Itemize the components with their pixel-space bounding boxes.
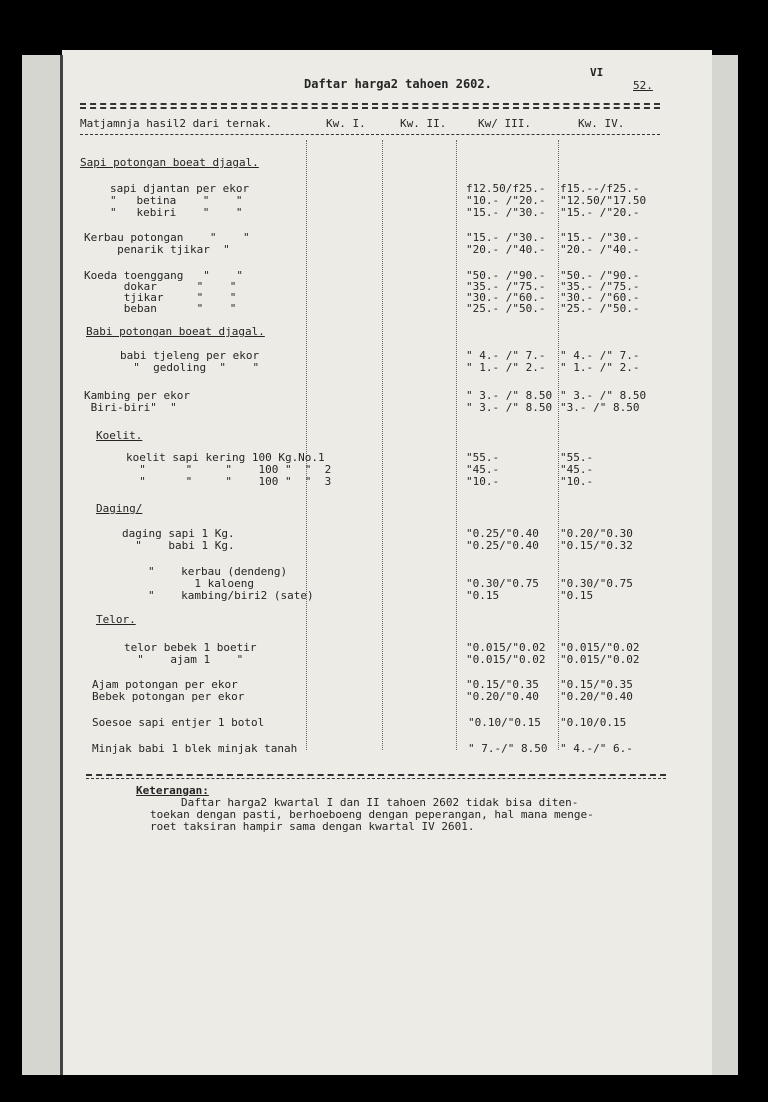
section-title-koelit: Koelit. [96, 429, 143, 442]
row-label: " " " 100 " " 2 [126, 463, 332, 476]
row-kw3: "30.- /"60.- [466, 291, 546, 304]
row-kw3: "0.25/"0.40 [466, 527, 539, 540]
row-kw3: " 4.- /" 7.- [466, 349, 546, 362]
row-kw4: "10.- [560, 475, 594, 488]
row-kw3: "50.- /"90.- [466, 269, 546, 282]
row-kw4: "12.50/"17.50 [560, 194, 647, 207]
note-line-1: Daftar harga2 kwartal I dan II tahoen 2602 tidak bisa diten- [128, 796, 579, 809]
row-label: " " " 100 " " 3 [126, 475, 332, 488]
row-kw3: "0.25/"0.40 [466, 539, 539, 552]
row-kw4: "0.15 [560, 589, 594, 602]
col-sep-1 [306, 140, 307, 750]
col-header-kw1: Kw. I. [326, 117, 366, 130]
row-label: " babi 1 Kg. [122, 539, 235, 552]
row-kw4: "20.- /"40.- [560, 243, 640, 256]
col-sep-2 [382, 140, 383, 750]
row-label: beban " " [84, 302, 237, 315]
bottom-rule [86, 774, 666, 776]
row-kw3: "15.- /"30.- [466, 231, 546, 244]
row-kw4: "50.- /"90.- [560, 269, 640, 282]
page-fold [60, 55, 63, 1075]
row-kw4: "3.- /" 8.50 [560, 401, 640, 414]
section-title-telor: Telor. [96, 613, 136, 626]
row-kw4: " 3.- /" 8.50 [560, 389, 647, 402]
bottom-rule-2 [86, 778, 666, 779]
col-sep-3 [456, 140, 457, 750]
row-kw3: "0.015/"0.02 [466, 641, 546, 654]
row-label: penarik tjikar " [84, 243, 230, 256]
row-kw3: " 1.- /" 2.- [466, 361, 546, 374]
row-label: 1 kaloeng [148, 577, 254, 590]
col-header-kw2: Kw. II. [400, 117, 447, 130]
row-label: telor bebek 1 boetir [124, 641, 257, 654]
row-kw4: "30.- /"60.- [560, 291, 640, 304]
right-page-edge [708, 55, 738, 1075]
row-kw3: "0.015/"0.02 [466, 653, 546, 666]
row-kw4: "0.30/"0.75 [560, 577, 633, 590]
row-kw4: f15.--/f25.- [560, 182, 640, 195]
row-kw3: " 7.-/" 8.50 [468, 742, 548, 755]
row-label: dokar " " [84, 280, 237, 293]
left-page-edge [22, 55, 60, 1075]
row-label: " kambing/biri2 (sate) [148, 589, 314, 602]
row-label: babi tjeleng per ekor [120, 349, 260, 362]
row-kw3: "10.- /"20.- [466, 194, 546, 207]
row-label: " kerbau (dendeng) [148, 565, 288, 578]
page-title: Daftar harga2 tahoen 2602. [304, 77, 492, 91]
row-kw4: "35.- /"75.- [560, 280, 640, 293]
col-header-kw3: Kw/ III. [478, 117, 531, 130]
row-kw4: "0.015/"0.02 [560, 641, 640, 654]
row-label: Kerbau potongan " " [84, 231, 250, 244]
row-kw4: "0.10/0.15 [560, 716, 627, 729]
roman-numeral: VI [590, 66, 604, 79]
row-kw4: "0.015/"0.02 [560, 653, 640, 666]
section-title-babi: Babi potongan boeat djagal. [86, 325, 265, 338]
row-label: Soesoe sapi entjer 1 botol [92, 716, 265, 729]
row-kw4: "0.20/"0.40 [560, 690, 633, 703]
row-kw4: "15.- /"30.- [560, 231, 640, 244]
row-kw3: "55.- [466, 451, 500, 464]
row-kw4: " 1.- /" 2.- [560, 361, 640, 374]
row-label: " betina " " [110, 194, 243, 207]
row-kw4: " 4.- /" 7.- [560, 349, 640, 362]
row-kw4: "0.15/"0.32 [560, 539, 633, 552]
row-kw3: f12.50/f25.- [466, 182, 546, 195]
row-kw4: "45.- [560, 463, 594, 476]
row-kw3: " 3.- /" 8.50 [466, 389, 553, 402]
row-kw3: "45.- [466, 463, 500, 476]
row-label: daging sapi 1 Kg. [122, 527, 235, 540]
row-label: Kambing per ekor [84, 389, 190, 402]
row-kw4: "15.- /"20.- [560, 206, 640, 219]
row-label: sapi djantan per ekor [110, 182, 250, 195]
row-kw3: "25.- /"50.- [466, 302, 546, 315]
row-kw3: "0.15/"0.35 [466, 678, 539, 691]
row-label: " kebiri " " [110, 206, 243, 219]
col-header-kw4: Kw. IV. [578, 117, 625, 130]
row-kw3: "20.- /"40.- [466, 243, 546, 256]
row-label: tjikar " " [84, 291, 237, 304]
row-kw3: "0.30/"0.75 [466, 577, 539, 590]
row-kw4: "0.15/"0.35 [560, 678, 633, 691]
section-title-daging: Daging/ [96, 502, 143, 515]
row-label: Biri-biri" " [84, 401, 177, 414]
row-kw4: "55.- [560, 451, 594, 464]
row-kw3: "0.10/"0.15 [468, 716, 541, 729]
row-kw3: " 3.- /" 8.50 [466, 401, 553, 414]
row-kw3: "35.- /"75.- [466, 280, 546, 293]
row-label: Ajam potongan per ekor [92, 678, 238, 691]
row-label: " ajam 1 " [124, 653, 244, 666]
top-rule-2 [80, 107, 660, 109]
row-label: Bebek potongan per ekor [92, 690, 245, 703]
row-label: Koeda toenggang " " [84, 269, 243, 282]
row-label: " gedoling " " [120, 361, 260, 374]
page-number: 52. [633, 79, 653, 92]
top-rule [80, 103, 660, 105]
row-kw4: "0.20/"0.30 [560, 527, 633, 540]
note-line-3: roet taksiran hampir sama dengan kwartal IV 2601. [150, 820, 475, 833]
note-line-2: toekan dengan pasti, berhoeboeng dengan peperangan, hal mana menge- [150, 808, 594, 821]
col-sep-4 [558, 140, 559, 750]
row-kw3: "0.20/"0.40 [466, 690, 539, 703]
row-kw4: "25.- /"50.- [560, 302, 640, 315]
row-kw3: "10.- [466, 475, 500, 488]
row-label: koelit sapi kering 100 Kg.No.1 [126, 451, 325, 464]
row-label: Minjak babi 1 blek minjak tanah [92, 742, 298, 755]
row-kw4: " 4.-/" 6.- [560, 742, 633, 755]
row-kw3: "15.- /"30.- [466, 206, 546, 219]
note-title: Keterangan: [136, 784, 209, 797]
section-title-sapi: Sapi potongan boeat djagal. [80, 156, 259, 169]
row-kw3: "0.15 [466, 589, 500, 602]
col-header-type: Matjamnja hasil2 dari ternak. [80, 117, 273, 130]
header-rule [80, 134, 660, 135]
